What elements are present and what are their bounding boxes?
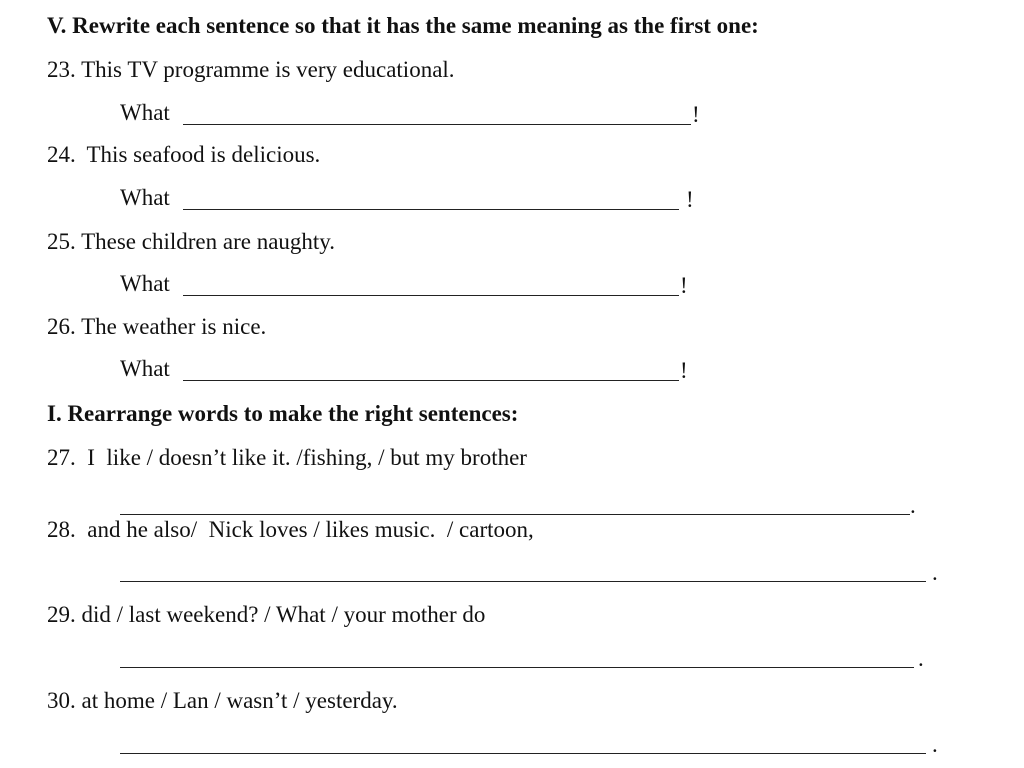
exercise-item-29: [47, 601, 485, 629]
answer-blank-29[interactable]: [120, 667, 914, 668]
item-number: 23.: [47, 57, 76, 82]
answer-blank-27[interactable]: [120, 514, 910, 515]
item-number: 30.: [47, 688, 76, 713]
item-number: 25.: [47, 229, 76, 254]
exercise-item-26: [47, 313, 266, 341]
item-number: 27.: [47, 445, 76, 470]
answer-end-mark-28: .: [932, 560, 938, 585]
answer-end-mark-24: !: [686, 187, 694, 212]
item-sentence: The weather is nice.: [81, 314, 267, 339]
answer-blank-23[interactable]: [183, 124, 691, 125]
item-sentence: These children are naughty.: [81, 229, 336, 254]
section-i-heading-text: I. Rearrange words to make the right sentences:: [47, 401, 519, 426]
answer-blank-30[interactable]: [120, 753, 926, 754]
item-words: at home / Lan / wasn’t / yesterday.: [81, 688, 398, 713]
exercise-item-24: [47, 141, 320, 169]
exercise-item-25: [47, 228, 335, 256]
answer-blank-26[interactable]: [183, 380, 679, 381]
item-number: 29.: [47, 602, 76, 627]
answer-end-mark-27: .: [910, 493, 916, 518]
answer-prompt-25: What: [120, 271, 170, 296]
section-v-heading: [47, 12, 759, 40]
answer-blank-28[interactable]: [120, 581, 926, 582]
exercise-item-28: [47, 516, 534, 544]
answer-blank-24[interactable]: [183, 209, 679, 210]
exercise-item-30: [47, 687, 398, 715]
item-number: 24.: [47, 142, 76, 167]
answer-prompt-26: What: [120, 356, 170, 381]
item-sentence: This TV programme is very educational.: [81, 57, 455, 82]
exercise-item-23: [47, 56, 455, 84]
answer-end-mark-26: !: [680, 358, 688, 383]
exercise-item-27: [47, 444, 527, 472]
answer-end-mark-29: .: [918, 646, 924, 671]
answer-prompt-23: What: [120, 100, 170, 125]
answer-prompt-24: What: [120, 185, 170, 210]
item-sentence: This seafood is delicious.: [86, 142, 321, 167]
item-number: 26.: [47, 314, 76, 339]
answer-end-mark-23: !: [692, 102, 700, 127]
answer-blank-25[interactable]: [183, 295, 679, 296]
section-v-heading-text: V. Rewrite each sentence so that it has the same meaning as the first one:: [47, 13, 759, 38]
item-words: did / last weekend? / What / your mother do: [81, 602, 486, 627]
item-number: 28.: [47, 517, 76, 542]
answer-end-mark-25: !: [680, 273, 688, 298]
section-i-heading: [47, 400, 518, 428]
answer-end-mark-30: .: [932, 732, 938, 757]
item-words: and he also/ Nick loves / likes music. / cartoon,: [87, 517, 534, 542]
item-words: I like / doesn’t like it. /fishing, / but my brother: [87, 445, 527, 470]
